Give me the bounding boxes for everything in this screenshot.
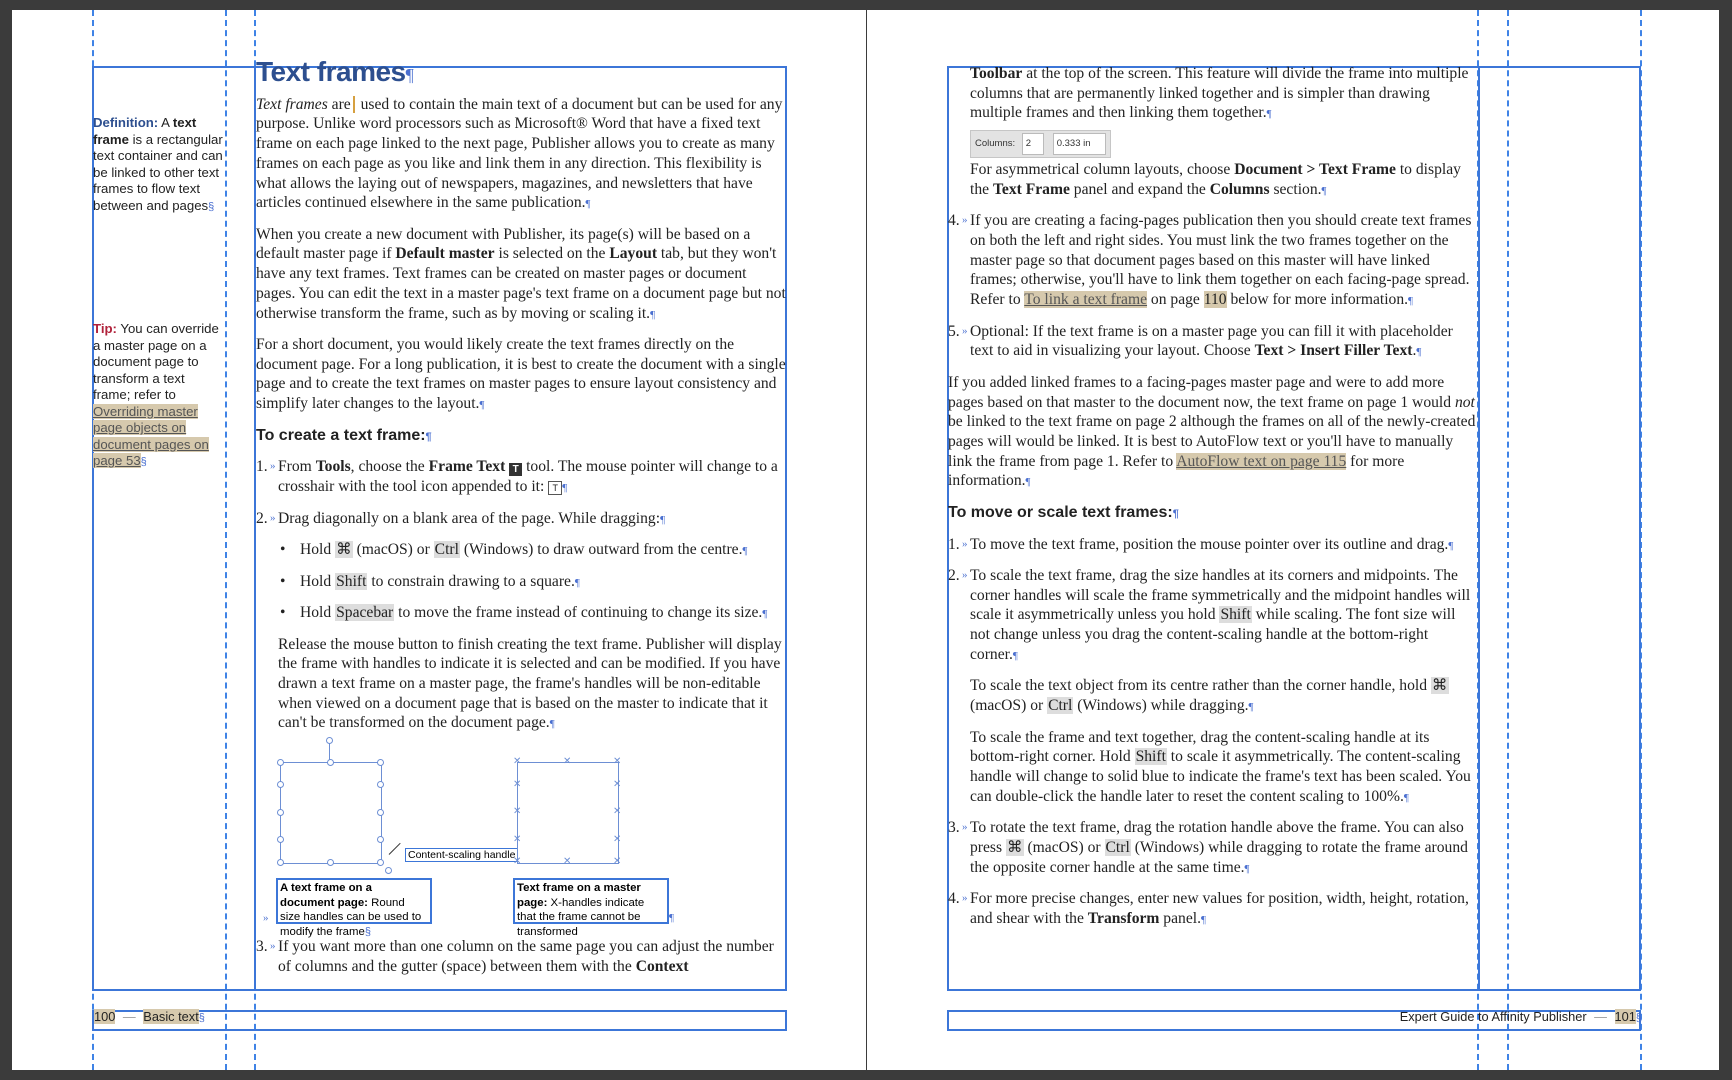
bold-term: Tools — [315, 458, 351, 476]
list-item — [948, 889, 1478, 930]
text: If you added linked frames to a facing-pages master page and were to add more pages based on that master to the document now, the text frame on page 1 would — [948, 373, 1455, 411]
text: If you want more than one column on the same page you can adjust the number of columns and the gutter (space) between them with the — [278, 938, 774, 975]
caption-title: A text frame on a document page: — [280, 882, 372, 909]
list-number: 4. — [948, 212, 960, 230]
x-handle-icon: ✕ — [563, 856, 572, 867]
columns-label: Columns: — [975, 138, 1016, 150]
sidebar-tip — [93, 321, 225, 471]
paragraph — [948, 160, 1478, 201]
crosshair-cursor-icon: T — [548, 481, 562, 495]
page-title-row — [256, 56, 786, 87]
section-mark: § — [1635, 1012, 1642, 1024]
bold-term: Layout — [609, 245, 658, 263]
tab-mark: » — [270, 460, 276, 473]
columns-control[interactable] — [970, 130, 1111, 158]
text-cursor — [353, 96, 355, 113]
definition-term: text frame — [93, 115, 197, 147]
left-main-text[interactable] — [256, 56, 786, 745]
tab-mark: » — [270, 511, 276, 524]
x-handle-icon: ✕ — [563, 756, 572, 767]
paragraph — [256, 635, 786, 736]
bold-term: Toolbar — [970, 65, 1023, 82]
list-number: 1. — [256, 458, 268, 476]
pilcrow: ¶ — [1266, 108, 1272, 121]
pilcrow: ¶ — [549, 718, 555, 731]
text: on page — [1147, 291, 1204, 309]
text: For more precise changes, enter new values for position, width, height, rotation, and shear with the — [970, 890, 1469, 927]
size-handle[interactable] — [277, 781, 284, 788]
pilcrow: ¶ — [660, 513, 666, 526]
keycap: Shift — [1135, 748, 1166, 766]
size-handle[interactable] — [327, 859, 334, 866]
illustration-master-frame — [517, 762, 622, 864]
heading-create — [256, 426, 786, 448]
text: , choose the — [350, 458, 429, 476]
pilcrow: ¶ — [574, 576, 580, 589]
text: For asymmetrical column layouts, choose — [970, 161, 1235, 179]
text: for more information. — [948, 452, 1405, 490]
text: To rotate the text frame, drag the rotation handle above the frame. You can also press — [970, 819, 1464, 856]
footer-separator: — — [1594, 1009, 1607, 1024]
list-item — [256, 509, 786, 531]
left-footer — [94, 1009, 205, 1024]
footer-section-title: Basic text — [143, 1009, 199, 1024]
x-handle-icon: ✕ — [513, 834, 522, 845]
size-handle[interactable] — [377, 781, 384, 788]
right-footer — [1400, 1009, 1642, 1024]
size-handle[interactable] — [327, 759, 334, 766]
text: below for more information. — [1226, 291, 1409, 309]
bold-term: Document > Text Frame — [1234, 161, 1396, 179]
list-item — [948, 818, 1478, 879]
text: To scale the text object from its centre rather than the corner handle, hold — [970, 677, 1431, 695]
tab-mark: » — [962, 324, 968, 337]
x-handle-icon: ✕ — [513, 756, 522, 767]
caption-master-frame[interactable] — [513, 878, 669, 938]
italic-term: not — [1454, 393, 1475, 411]
section-mark: § — [364, 925, 371, 938]
gutter-input[interactable]: 0.333 in — [1053, 133, 1106, 155]
italic-term: Text frames — [256, 95, 328, 113]
right-main-text[interactable] — [948, 64, 1478, 940]
bullet-item — [256, 603, 786, 625]
illustration-document-frame — [280, 762, 382, 864]
text: to display the — [970, 161, 1461, 198]
list-item — [256, 937, 786, 976]
definition-text: A — [158, 115, 173, 130]
section-mark: § — [208, 200, 215, 213]
x-handle-icon: ✕ — [613, 779, 622, 790]
definition-label: Definition: — [93, 115, 159, 130]
paragraph — [256, 95, 786, 215]
text: at the top of the screen. This feature will divide the frame into multiple columns that are permanently linked together and is simpler than drawing multiple frames and then linking them together. — [970, 65, 1469, 122]
bullet-icon: • — [280, 572, 286, 590]
list-item — [948, 566, 1478, 667]
text: (macOS) or — [352, 541, 434, 559]
text: (macOS) or — [1023, 838, 1105, 856]
x-handle-icon: ✕ — [613, 756, 622, 767]
footer-page-number: 100 — [94, 1009, 116, 1024]
text: tab, but they won't have any text frames. Text frames can be created on master pages or document pages. You can edit the text in a master page's text frame on a document page but not otherwise transform the frame, such as by moving or scaling it. — [256, 245, 786, 322]
tab-mark: » — [962, 821, 968, 834]
text: To scale the frame and text together, drag the content-scaling handle at its bottom-right corner. Hold — [970, 728, 1430, 766]
list-item — [948, 322, 1478, 363]
keycap: Shift — [336, 572, 367, 590]
text: while scaling. The font size will not change unless you drag the content-scaling handle at the bottom-right corner. — [970, 606, 1456, 663]
page-title: Text frames — [256, 56, 406, 87]
text: panel and expand the — [1069, 180, 1210, 198]
keycap: ⌘ — [1431, 677, 1448, 695]
size-handle[interactable] — [377, 759, 384, 766]
heading-text: To create a text frame: — [256, 426, 426, 444]
list-number: 2. — [256, 509, 268, 527]
x-handle-icon: ✕ — [513, 806, 522, 817]
keycap: Ctrl — [1105, 838, 1130, 856]
bold-term: Text Frame — [992, 180, 1070, 198]
pilcrow: ¶ — [425, 430, 432, 443]
text: From — [278, 458, 316, 476]
text: . — [1412, 342, 1417, 360]
list-number: 3. — [256, 938, 268, 955]
text: used to contain the main text of a document but can be used for any purpose. Unlike word processors such as Microsoft® Word that have a fixed text frame on each page linked to the next page, Publisher allows you to create as many frames on each page as you like and link them in any direction. This flexibility is what allows the laying out of newspapers, magazines, and newsletters that have articles continued elsewhere in the same publication. — [256, 95, 783, 212]
list-number: 1. — [948, 535, 960, 553]
text: To move the text frame, position the mouse pointer over its outline and drag. — [970, 535, 1449, 553]
tab-mark: » — [263, 912, 269, 924]
pilcrow: ¶ — [1248, 701, 1254, 714]
pilcrow: ¶ — [1244, 862, 1250, 875]
list-item — [256, 457, 786, 498]
bold-term: Columns — [1209, 180, 1270, 198]
list-number: 4. — [948, 890, 960, 908]
keycap: ⌘ — [1006, 838, 1023, 856]
pilcrow: ¶ — [669, 912, 674, 924]
x-handle-icon: ✕ — [613, 806, 622, 817]
text: to move the frame instead of continuing to change its size. — [394, 604, 763, 622]
text: section. — [1269, 180, 1322, 198]
pilcrow: ¶ — [1416, 346, 1422, 359]
text: to constrain drawing to a square. — [367, 572, 575, 590]
text: If you are creating a facing-pages publication then you should create text frames on both the left and right sides. You must link the two frames together on the master page so that document pages based on this master will have linked frames; otherwise, you'll have to link them together on each facing-page spread. Refer to — [970, 212, 1472, 309]
columns-input[interactable]: 2 — [1022, 133, 1044, 155]
heading-text: To move or scale text frames: — [948, 503, 1173, 521]
caption-text: Round size handles can be used to modify the frame — [280, 896, 422, 938]
tab-mark: » — [962, 892, 968, 905]
size-handle[interactable] — [377, 859, 384, 866]
text: is selected on the — [494, 245, 610, 263]
section-mark: § — [140, 456, 147, 468]
x-handle-icon: ✕ — [613, 834, 622, 845]
size-handle[interactable] — [277, 836, 284, 843]
text: to scale it asymmetrically. The content-scaling handle will change to solid blue to indicate the frame's text has been scaled. You can double-click the handle later to reset the content scaling to 100%. — [970, 748, 1471, 805]
list-number: 3. — [948, 819, 960, 837]
size-handle[interactable] — [277, 759, 284, 766]
paragraph — [256, 225, 786, 326]
size-handle[interactable] — [277, 859, 284, 866]
text: be linked to the text frame on page 2 although the frames on all of the newly-created pages will would be linked. It is best to AutoFlow text or you'll have to manually link the frame from page 1. Refer to — [948, 413, 1476, 470]
size-handle[interactable] — [377, 836, 384, 843]
caption-text: X-handles indicate that the frame cannot be transformed — [517, 896, 645, 938]
tab-mark: » — [962, 569, 968, 582]
rotation-handle[interactable] — [326, 737, 333, 744]
left-step3 — [256, 937, 786, 986]
caption-title: Text frame on a master page: — [517, 882, 641, 909]
definition-text: is a rectangular text container and can be linked to other text frames to flow text between and pages — [93, 131, 223, 213]
text: panel. — [1159, 909, 1201, 927]
text: Hold — [300, 572, 336, 590]
bold-term: Context — [635, 957, 689, 975]
pilcrow: ¶ — [585, 198, 591, 211]
footer-separator: — — [122, 1009, 136, 1024]
pilcrow: ¶ — [1408, 295, 1414, 308]
bullet-icon: • — [280, 604, 286, 622]
text: Hold — [300, 541, 336, 559]
text: (Windows) while dragging. — [1073, 697, 1249, 715]
list-item — [948, 211, 1478, 312]
text: When you create a new document with Publisher, its page(s) will be based on a default master page if — [256, 225, 751, 263]
footer-book-title: Expert Guide to Affinity Publisher — [1399, 1009, 1587, 1024]
pilcrow: ¶ — [405, 65, 414, 85]
bullet-item — [256, 540, 786, 562]
pilcrow: ¶ — [1448, 539, 1454, 552]
pilcrow: ¶ — [650, 308, 656, 321]
text: Drag diagonally on a blank area of the page. While dragging: — [278, 509, 661, 527]
bold-term: Frame Text — [428, 458, 506, 476]
page-reference[interactable]: 110 — [1203, 291, 1227, 309]
pilcrow: ¶ — [1025, 476, 1031, 489]
text: (macOS) or — [970, 697, 1048, 715]
section-mark: § — [198, 1012, 205, 1024]
x-handle-icon: ✕ — [513, 856, 522, 867]
pilcrow: ¶ — [762, 608, 768, 621]
tip-text: You can override a master page on a document page to transform a text frame; refer to — [93, 321, 219, 402]
text: are — [327, 95, 351, 113]
frame-text-tool-icon: T — [509, 463, 522, 476]
footer-page-number: 101 — [1614, 1009, 1636, 1024]
sidebar-definition — [93, 115, 225, 215]
text: tool. The mouse pointer will change to a crosshair with the tool icon appended to it: — [278, 458, 778, 496]
caption-document-frame[interactable] — [276, 878, 432, 938]
text: Optional: If the text frame is on a master page you can fill it with placeholder text to aid in visualizing your layout. Choose — [970, 322, 1453, 360]
tip-link[interactable]: Overriding master page objects on document pages on page 53 — [93, 403, 209, 468]
paragraph — [948, 728, 1478, 809]
keycap: Shift — [1220, 606, 1251, 624]
tab-mark: » — [270, 940, 276, 952]
content-scaling-callout: Content-scaling handle — [405, 848, 518, 862]
pilcrow: ¶ — [1172, 507, 1179, 520]
paragraph — [948, 676, 1478, 717]
bold-term: Text > Insert Filler Text — [1254, 342, 1413, 360]
list-number: 5. — [948, 322, 960, 340]
keycap: Spacebar — [336, 604, 394, 622]
text: Release the mouse button to finish creating the text frame. Publisher will display the frame with handles to indicate it is selected and can be modified. If you have drawn a text frame on a master page, the frame's handles will be non-editable when viewed on a document page that is based on the master to indicate that it can't be transformed on the document page. — [278, 635, 782, 732]
list-number: 2. — [948, 567, 960, 585]
columns-toolbar-snippet — [948, 130, 1478, 152]
x-handle-icon: ✕ — [513, 779, 522, 790]
pilcrow: ¶ — [1200, 913, 1206, 926]
tab-mark: » — [962, 214, 968, 227]
cross-reference-link[interactable]: AutoFlow text on page 115 — [1176, 452, 1347, 470]
pilcrow: ¶ — [742, 545, 748, 558]
x-handle-icon: ✕ — [613, 856, 622, 867]
tip-label: Tip: — [93, 321, 117, 336]
keycap: Ctrl — [434, 541, 459, 559]
pilcrow: ¶ — [479, 399, 485, 412]
heading-move — [948, 503, 1478, 525]
text: (Windows) to draw outward from the centre. — [459, 541, 743, 559]
text: Hold — [300, 604, 336, 622]
text: For a short document, you would likely create the text frames directly on the document page. For a long publication, it is best to create the document with a single page and to create the text frames on master pages to ensure layout consistency and simplify later changes to the layout. — [256, 336, 786, 413]
cross-reference-link[interactable]: To link a text frame — [1024, 291, 1148, 309]
keycap: ⌘ — [336, 541, 352, 559]
list-item — [948, 535, 1478, 557]
bullet-icon: • — [280, 541, 286, 559]
tab-mark: » — [962, 537, 968, 550]
pilcrow: ¶ — [1321, 184, 1327, 197]
bullet-item — [256, 572, 786, 594]
paragraph — [948, 373, 1478, 493]
size-handle[interactable] — [377, 809, 384, 816]
bold-term: Default master — [395, 245, 495, 263]
text: To scale the text frame, drag the size handles at its corners and midpoints. The corner handles will scale the frame symmetrically and the midpoint handles will scale it asymmetrically unless you hold — [970, 567, 1471, 624]
bold-term: Transform — [1087, 909, 1160, 927]
keycap: Ctrl — [1048, 697, 1073, 715]
text: (Windows) while dragging to rotate the frame around the opposite corner handle at the same time. — [970, 838, 1468, 876]
size-handle[interactable] — [277, 809, 284, 816]
paragraph — [256, 335, 786, 416]
pilcrow: ¶ — [1403, 791, 1409, 804]
pilcrow: ¶ — [1012, 649, 1018, 662]
pilcrow: ¶ — [562, 482, 568, 495]
content-scaling-handle[interactable] — [385, 867, 392, 874]
paragraph — [948, 64, 1478, 125]
